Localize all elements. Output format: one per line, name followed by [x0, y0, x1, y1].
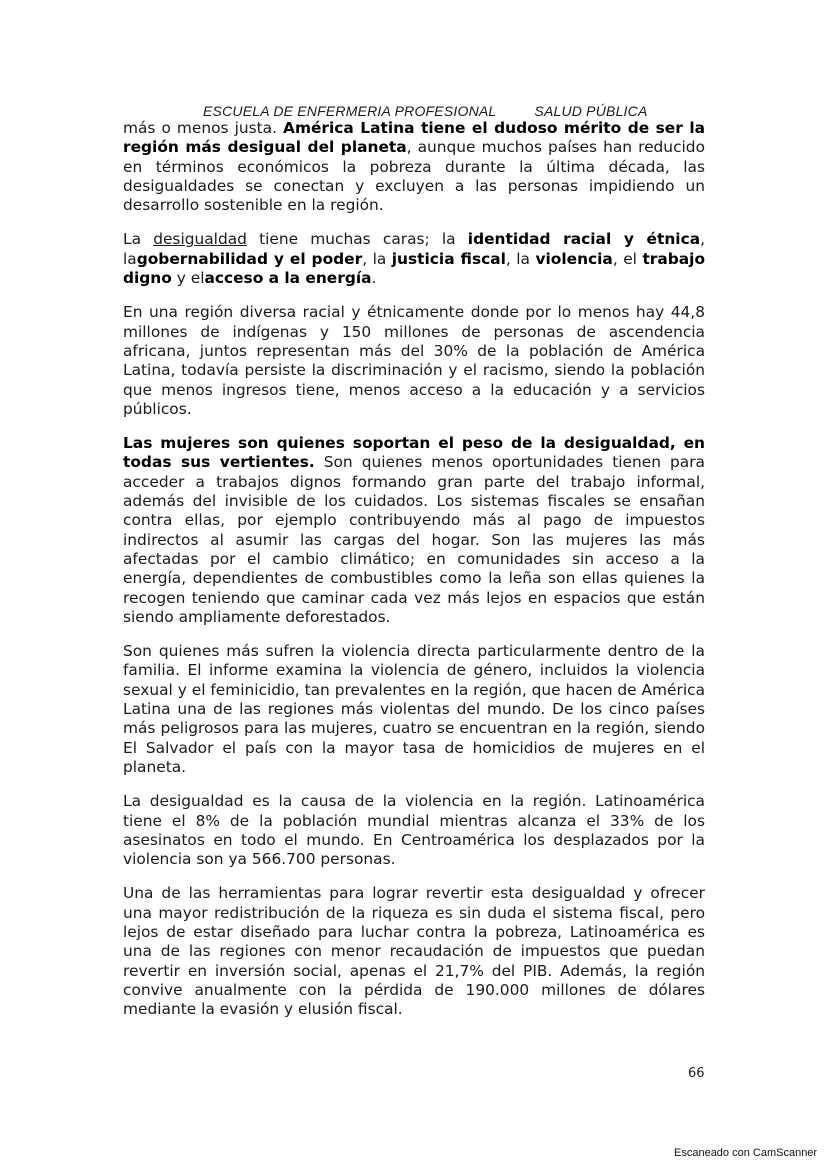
paragraph-6: La desigualdad es la causa de la violencia en la región. Latinoamérica tiene el 8% de la población mundial mientras alcanza el 33% de los asesinatos en todo el mundo. En Centroamérica los desplazados por la violencia son ya 566.700 personas.: [123, 792, 705, 869]
p4-text-1: Son quienes menos oportunidades tienen para acceder a trabajos dignos formando gran parte del trabajo informal, además del invisible de los cuidados. Los sistemas fiscales se ensañan contra ellas, por ejemplo contribuyendo más al pago de impuestos indirectos al asumir las cargas del hogar. Son las mujeres las más afectadas por el cambio climático; en comunidades sin acceso a la energía, dependientes de combustibles como la leña son ellas quienes la recogen teniendo que caminar cada vez más lejos en espacios que están siendo ampliamente deforestados.: [123, 453, 705, 626]
paragraph-3: En una región diversa racial y étnicamente donde por lo menos hay 44,8 millones de indígenas y 150 millones de personas de ascendencia africana, juntos representan más del 30% de la población de América Latina, todavía persiste la discriminación y el racismo, siendo la población que menos ingresos tiene, menos acceso a la educación y a servicios públicos.: [123, 303, 705, 418]
p2-bold-1: identidad racial y étnica: [467, 230, 701, 249]
p2-bold-4: violencia: [535, 249, 613, 268]
document-body: [123, 119, 705, 1034]
scanner-watermark: Escaneado con CamScanner: [674, 1147, 818, 1159]
p4-bold-1: Las mujeres son quienes soportan el peso de la desigualdad, en todas sus vertientes.: [123, 434, 705, 472]
p1-text-2: , aunque muchos países han reducido en términos económicos la pobreza durante la última década, las desigualdades se conectan y excluyen a las personas impidiendo un desarrollo sostenible en la región.: [123, 138, 705, 215]
paragraph-2: [123, 230, 705, 288]
paragraph-4: [123, 434, 705, 627]
page-number: 66: [688, 1066, 705, 1081]
p2-text-2: tiene muchas caras; la: [246, 230, 468, 249]
p2-text-7: y el: [171, 269, 205, 288]
p2-text-4: , la: [362, 249, 392, 268]
p2-text-8: .: [371, 269, 377, 288]
header-subject: SALUD PÚBLICA: [534, 103, 648, 119]
p2-text-6: , el: [612, 249, 643, 268]
p2-bold-2: gobernabilidad y el poder: [136, 249, 363, 268]
p2-text-3: , la: [123, 230, 705, 268]
p2-bold-3: justicia fiscal: [391, 249, 506, 268]
paragraph-1: [123, 119, 705, 215]
p2-text-5: , la: [505, 249, 536, 268]
header-school: ESCUELA DE ENFERMERIA PROFESIONAL: [203, 103, 497, 119]
page-header: [203, 103, 648, 119]
p2-underline-1: desigualdad: [153, 230, 247, 249]
p2-text-1: La: [123, 230, 154, 249]
p2-bold-5: trabajo digno: [123, 249, 706, 288]
paragraph-7: Una de las herramientas para lograr revertir esta desigualdad y ofrecer una mayor redistribución de la riqueza es sin duda el sistema fiscal, pero lejos de estar diseñado para luchar contra la pobreza, Latinoamérica es una de las regiones con menor recaudación de impuestos que puedan revertir en inversión social, apenas el 21,7% del PIB. Además, la región convive anualmente con la pérdida de 190.000 millones de dólares mediante la evasión y elusión fiscal.: [123, 884, 705, 1019]
p1-bold-1: América Latina tiene el dudoso mérito de ser la región más desigual del planeta: [123, 119, 705, 157]
paragraph-5: Son quienes más sufren la violencia directa particularmente dentro de la familia. El informe examina la violencia de género, incluidos la violencia sexual y el feminicidio, tan prevalentes en la región, que hacen de América Latina una de las regiones más violentas del mundo. De los cinco países más peligrosos para las mujeres, cuatro se encuentran en la región, siendo El Salvador el país con la mayor tasa de homicidios de mujeres en el planeta.: [123, 642, 705, 776]
p2-bold-6: acceso a la energía: [204, 269, 372, 288]
p1-text-1: más o menos justa.: [123, 119, 284, 137]
